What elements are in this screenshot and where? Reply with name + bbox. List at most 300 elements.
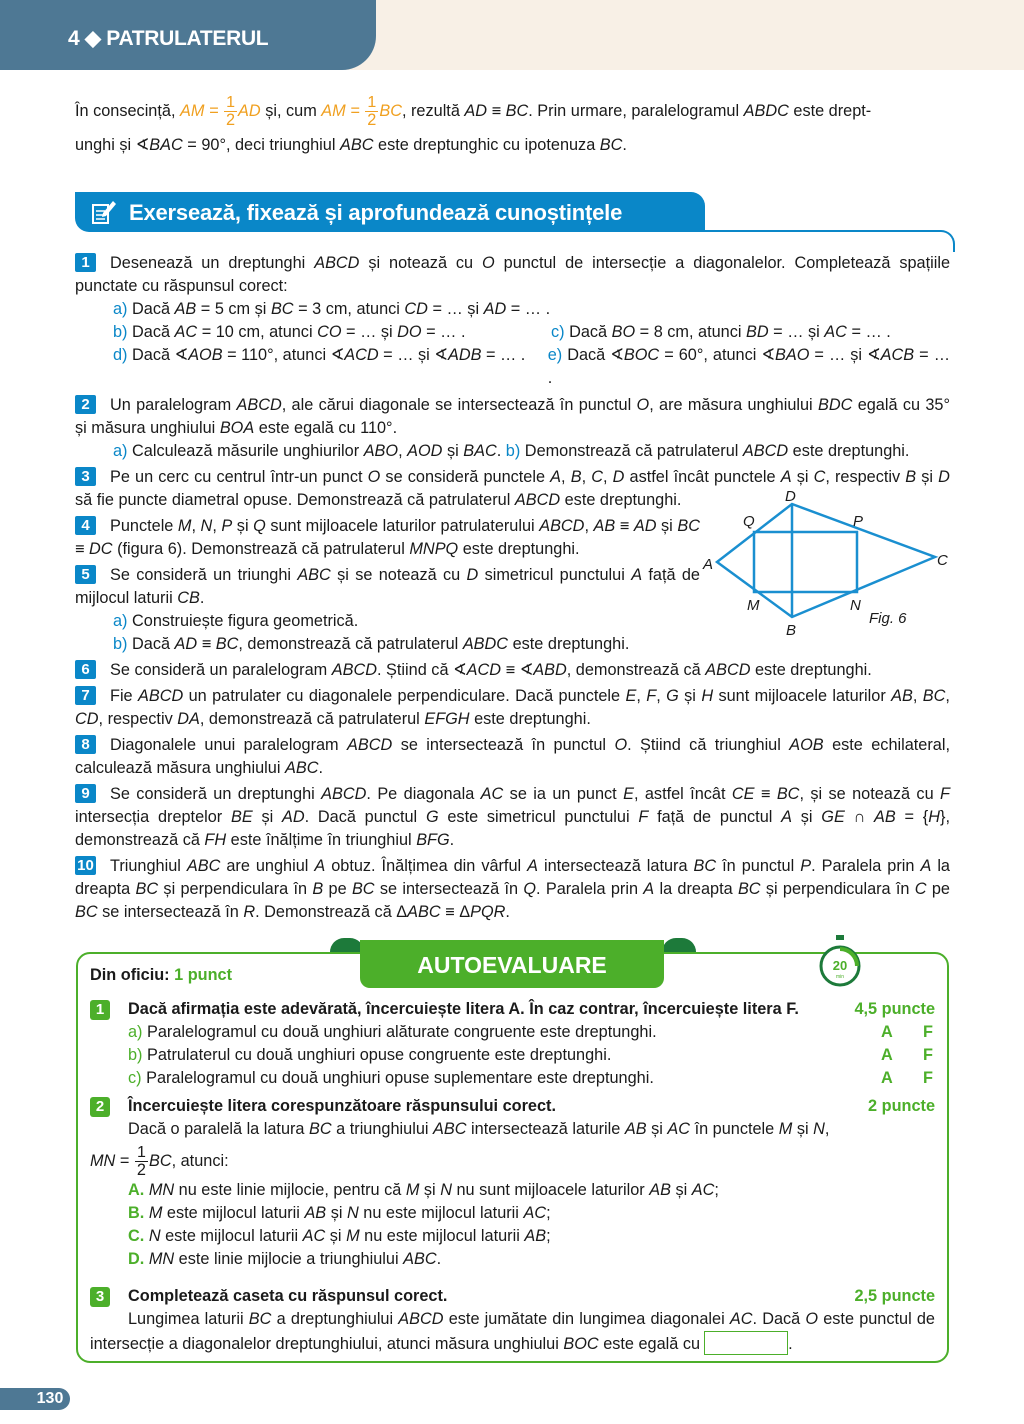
text-segment: intersecția dreptelor [75,808,231,826]
self-assessment-title: AUTOEVALUARE [417,952,607,978]
text-segment: este simetricul punctului [438,808,639,826]
option-true[interactable]: A [881,1069,893,1087]
option-true[interactable]: A [881,1046,893,1064]
text-segment: nu este mijlocul laturii [359,1227,525,1245]
text-segment: Dacă [127,635,175,653]
text-segment: . Știind că ∢ [377,661,467,679]
text-segment: este dreptunghi. [750,661,872,679]
math-symbol: N [346,1204,359,1222]
math-symbol: F [638,808,649,826]
subitem-a [75,610,700,633]
text-segment: și [791,468,814,486]
text-segment: astfel încât punctele [624,468,781,486]
math-symbol: ABCD [347,736,393,754]
math-symbol: ACD [344,346,379,364]
exercise-10 [75,855,950,924]
math-symbol: BC [505,102,529,120]
figure-6-kite [697,487,957,642]
text-segment: este echilateral, calculează măsura unghiului [75,736,950,777]
text-segment: Construiește figura geometrică. [127,612,359,630]
math-symbol: P [221,517,233,535]
question-title: Completează caseta cu răspunsul corect. [128,1287,448,1305]
math-symbol: AC [302,1227,326,1245]
section-border [700,230,955,252]
text-segment: nu sunt mijloacele laturilor [451,1181,650,1199]
subitem-b [113,321,551,344]
item-letter: c) [128,1069,142,1087]
math-symbol: C [914,880,927,898]
math-symbol: AC [729,1310,753,1328]
math-symbol: M [177,517,192,535]
math-symbol: AB [593,517,616,535]
question-1 [90,998,935,1090]
math-symbol: MN [148,1250,175,1268]
text-segment: = 10 cm, atunci [197,323,318,341]
text-segment: , astfel încât [633,785,732,803]
text-segment: obtuz. Înălțimea din vârful [325,857,528,875]
label: C. [128,1227,145,1245]
exercise-1 [75,252,950,390]
math-symbol: AB [874,808,896,826]
math-symbol: M [405,1181,420,1199]
math-symbol: A [643,880,655,898]
math-symbol: A [314,857,326,875]
math-symbol: BAC [463,442,497,460]
math-symbol: B [905,468,917,486]
item-text: Patrulaterul cu două unghiuri opuse congruente este dreptunghi. [142,1046,612,1064]
text-segment: este mijlocul laturii [160,1227,303,1245]
text-segment: Dacă ∢ [127,346,189,364]
math-symbol: ABCD [398,1310,444,1328]
math-symbol: ADB [447,346,482,364]
option-true[interactable]: A [881,1023,893,1041]
math-symbol: AOD [407,442,443,460]
text-segment: ≡ [487,102,506,120]
text-segment: Lungimea laturii [128,1310,249,1328]
math-symbol: O [482,254,495,272]
math-symbol: BC [215,635,239,653]
text-segment: = … și ∢ [809,346,881,364]
text-segment: este dreptunghi. [508,635,630,653]
exercise-number: 8 [75,735,96,754]
math-symbol: O [805,1310,819,1328]
text-segment: = 8 cm, atunci [635,323,747,341]
exercise-number: 4 [75,516,96,535]
text-segment: , [656,687,667,705]
text-segment: , [912,687,923,705]
oficiu-label: Din oficiu: [90,966,170,984]
text-segment: și [252,808,282,826]
rectangle-mnpq [754,532,857,592]
math-symbol: DC [89,540,113,558]
text-segment: Desenează un dreptunghi [110,254,315,272]
math-symbol: A [527,857,538,875]
text-segment: . [318,759,323,777]
math-symbol: D [466,566,479,584]
chapter-header [0,0,376,70]
math-symbol: H [701,687,714,705]
question-title: Încercuiește litera corespunzătoare răspunsului corect. [128,1097,556,1115]
text-segment: Se consideră un dreptunghi [110,785,322,803]
math-symbol: AB [649,1181,671,1199]
text-segment: sunt mijloacele laturilor patrulaterului [265,517,540,535]
intro-text [75,92,950,164]
true-false-item [90,1044,935,1067]
math-symbol: ABC [403,1250,437,1268]
text-segment: ≡ [197,635,216,653]
text-segment: , și se notează cu [799,785,941,803]
option-b[interactable] [128,1202,935,1225]
text-segment: , [191,517,201,535]
text-segment: și [326,1204,347,1222]
text-segment: să fie puncte diametral opuse. Demonstrează că patrulaterul [75,491,515,509]
math-symbol: AD [282,808,305,826]
text-segment: și [792,1120,814,1138]
question-points: 2 puncte [868,1097,935,1115]
text-segment: , atunci: [171,1152,229,1170]
math-symbol: BC [379,102,402,120]
text-segment: nu este linie mijlocie, pentru că [174,1181,406,1199]
intro-line [75,126,950,164]
text-segment: este jumătate din lungimea diagonalei [443,1310,730,1328]
text-segment: Calculează măsurile unghiurilor [127,442,364,460]
text-segment: unghi și ∢ [75,136,150,154]
option-false[interactable]: F [923,1023,933,1041]
math-symbol: BC [248,1310,272,1328]
exercise-number: 2 [75,395,96,414]
text-segment: este egală cu [598,1335,701,1353]
exercise-number: 5 [75,565,96,584]
text-segment: ≡ [754,785,777,803]
text-segment: față de mijlocul laturii [75,566,700,607]
text-segment: = 3 cm, atunci [293,300,405,318]
text-segment: ≡ Δ [440,903,471,921]
math-symbol: G [425,808,439,826]
math-symbol: ACB [880,346,915,364]
math-symbol: ABC [340,136,374,154]
math-symbol: ABD [533,661,567,679]
text-segment: și [670,1181,692,1199]
text-segment: , [561,468,571,486]
math-symbol: O [614,736,628,754]
text-segment: și perpendiculara în [760,880,915,898]
math-symbol: AD [633,517,657,535]
subitem-a [75,440,950,463]
text-segment: punctul de intersecție a diagonalelor. Completează spațiile punctate cu răspunsul corect: [75,254,950,295]
text-segment: și [232,517,254,535]
text-segment: . Paralela prin [536,880,644,898]
question-title: Dacă afirmația este adevărată, încercuiește litera A. În caz contrar, încercuiește litera F. [128,1000,799,1018]
text-segment: = [115,1152,134,1170]
text-segment: ≡ [75,540,90,558]
page-number: 130 [0,1388,70,1410]
math-symbol: C [591,468,603,486]
math-symbol: DA [177,710,200,728]
math-symbol: B [570,468,582,486]
text-segment: simetricul punctului [478,566,632,584]
text-segment: , [636,687,647,705]
text-segment: este mijlocul laturii [162,1204,305,1222]
text-segment: . [436,1250,442,1268]
text-segment: În consecință, [75,102,180,120]
text-segment: . [505,903,510,921]
fraction [135,1145,148,1178]
label: a) [113,442,128,460]
text-segment: . Paralela prin [811,857,921,875]
label: D. [128,1250,145,1268]
math-symbol: PQR [470,903,506,921]
text-segment: Dacă [127,323,175,341]
chapter-title: 4 ◆ PATRULATERUL [68,27,269,50]
tab-ear [662,938,696,952]
label-q: Q [743,513,755,530]
text-segment: . [622,136,627,154]
text-segment: la dreapta [654,880,738,898]
text-segment: = … și ∢ [378,346,448,364]
math-symbol: G [666,687,679,705]
subitem-c [551,321,891,344]
math-symbol: AC [174,323,198,341]
math-symbol: D [612,468,625,486]
math-symbol: ABCD [236,396,282,414]
text-segment: , rezultă [401,102,465,120]
text-segment: , respectiv [98,710,178,728]
text-segment: a dreptunghiului [271,1310,399,1328]
math-symbol: DO [397,323,422,341]
text-segment: = 60°, atunci ∢ [659,346,775,364]
end-period: . [788,1335,793,1353]
math-symbol: A [550,468,562,486]
math-symbol: ABC [297,566,331,584]
text-segment: , are măsura unghiului [649,396,818,414]
math-symbol: BO [611,323,636,341]
question-number: 1 [90,1000,110,1020]
text-segment: Triunghiul [110,857,187,875]
text-segment: . [199,589,205,607]
text-segment: . Dacă [752,1310,806,1328]
math-symbol: ABC [433,1120,467,1138]
text-segment: = 5 cm și [196,300,271,318]
question-text [90,1141,935,1181]
text-segment: în punctul [716,857,801,875]
text-segment: Se consideră un triunghi [110,566,298,584]
math-symbol: B [312,880,324,898]
text-segment: este dreptunghic cu ipotenuza [373,136,600,154]
section-title: Exersează, fixează și aprofundează cunoștințele [129,200,623,225]
text-segment: = 110°, atunci ∢ [222,346,345,364]
math-symbol: M [346,1227,360,1245]
text-segment: Fie [110,687,138,705]
exercise-number: 6 [75,660,96,679]
option-false[interactable]: F [923,1069,933,1087]
text-segment: . Știind că triunghiul [627,736,790,754]
option-a[interactable] [128,1179,935,1202]
text-segment: și [916,468,939,486]
option-false[interactable]: F [923,1046,933,1064]
math-symbol: F [940,785,950,803]
math-symbol: A [781,808,792,826]
text-segment: , [584,517,594,535]
text-segment: se intersectează în [374,880,524,898]
denominator: 2 [136,1161,146,1180]
math-symbol: EFGH [424,710,470,728]
text-segment: . [496,442,506,460]
math-symbol: BOC [623,346,660,364]
math-symbol: BAO [775,346,810,364]
text-segment: = … . [481,346,526,364]
text-segment: este dreptunghi. [458,540,580,558]
math-symbol: A [920,857,932,875]
text-segment: este drept- [788,102,872,120]
timer-unit: min [835,974,845,980]
exercise-number: 3 [75,467,96,486]
fraction [365,95,378,128]
figure-caption: Fig. 6 [869,610,907,627]
text-segment: , ale cărui diagonale se intersectează în punctul [281,396,637,414]
text-segment: și, cum [260,102,322,120]
tab-ear [330,938,364,952]
text-segment: . [449,831,455,849]
math-symbol: M [778,1120,793,1138]
text-segment: intersectează latura [538,857,694,875]
math-symbol: CD [75,710,99,728]
math-symbol: BC [693,857,717,875]
math-symbol: AB [174,300,197,318]
text-segment: și perpendiculara în [158,880,313,898]
item-text: Paralelogramul cu două unghiuri opuse suplementare este dreptunghi. [141,1069,654,1087]
text-segment: , [398,442,408,460]
math-symbol: ABCD [514,491,561,509]
text-segment: , demonstrează că [566,661,706,679]
math-symbol: BC [677,517,700,535]
text-segment: intersectează laturile [466,1120,625,1138]
math-symbol: BAC [149,136,183,154]
item-letter: b) [128,1046,143,1064]
math-symbol: AOB [188,346,223,364]
math-symbol: MNPQ [409,540,459,558]
text-segment: Dacă [127,300,175,318]
text-segment: Se consideră un paralelogram [110,661,332,679]
timer-value: 20 [832,958,848,973]
label: A. [128,1181,145,1199]
text-segment: . Pe diagonala [366,785,481,803]
math-symbol: BOA [219,419,255,437]
math-symbol: M [148,1204,163,1222]
text-segment: . Demonstrează că Δ [255,903,408,921]
text-segment: față de punctul [648,808,782,826]
math-symbol: GE [821,808,845,826]
math-symbol: Q [253,517,266,535]
text-segment: , [212,517,222,535]
text-segment: și [792,808,822,826]
math-symbol: AD [174,635,198,653]
math-symbol: BE [230,808,253,826]
question-number: 2 [90,1097,110,1117]
option-c[interactable] [128,1225,935,1248]
text-segment: , [945,687,950,705]
label: d) [113,346,128,364]
exercise-4 [75,515,700,561]
text-segment: este dreptunghi. [788,442,910,460]
text-segment: = 90°, deci triunghiul [182,136,340,154]
math-symbol: ACD [466,661,502,679]
math-symbol: BC [351,880,375,898]
text-segment: ; [546,1227,551,1245]
label-a: A [703,556,714,573]
text-segment: este punctul de intersecție a diagonalelor dreptunghiului, atunci măsura unghiului [90,1310,935,1353]
text-segment: = … și [427,300,484,318]
label: b) [505,442,521,460]
text-segment: și se notează cu [330,566,467,584]
math-symbol: BDC [817,396,853,414]
text-segment: sunt mijloacele laturilor [713,687,892,705]
text-segment: = … . [846,323,891,341]
item-letter: a) [128,1023,143,1041]
math-symbol: AC [667,1120,691,1138]
math-symbol: H [928,808,941,826]
math-symbol: AM = [180,102,223,120]
item-text: Paralelogramul cu două unghiuri alăturate congruente este dreptunghi. [142,1023,657,1041]
math-symbol: BFG [416,831,450,849]
subitem-b [75,633,700,656]
text-segment: Dacă [564,323,612,341]
text-segment: Demonstrează că patrulaterul [520,442,743,460]
math-symbol: F [646,687,657,705]
math-symbol: BD [746,323,769,341]
true-false-item [90,1067,935,1090]
oficiu-points: 1 punct [174,966,233,984]
text-segment: a triunghiului [331,1120,434,1138]
question-points: 2,5 puncte [854,1287,935,1305]
math-symbol: AB [524,1227,547,1245]
text-segment: = … și [768,323,825,341]
text-segment: }, demonstrează că [75,808,950,849]
text-segment: . Dacă punctul [304,808,426,826]
answer-box[interactable] [704,1331,788,1355]
math-symbol: AD [483,300,507,318]
text-segment: = … . [506,300,551,318]
math-symbol: AC [480,785,504,803]
text-segment: . Prin urmare, paralelogramul [528,102,744,120]
math-symbol: AD [238,102,261,120]
text-segment: Dacă o paralelă la latura [128,1120,310,1138]
exercise-7 [75,685,950,731]
math-symbol: CE [731,785,755,803]
math-symbol: N [148,1227,161,1245]
denominator: 2 [367,111,377,130]
exercise-6 [75,659,950,682]
text-segment: Diagonalele unui paralelogram [110,736,348,754]
text-segment: la dreapta [75,857,950,898]
math-symbol: CB [177,589,200,607]
math-symbol: ABC [186,857,221,875]
text-segment: egală cu 35° și măsura unghiului [75,396,950,437]
intro-line [75,92,950,130]
text-segment: ≡ ∢ [501,661,534,679]
math-symbol: CO [317,323,342,341]
section-header [75,192,705,232]
text-segment: este egală cu 110°. [254,419,398,437]
math-symbol: BC [922,687,946,705]
exercise-number: 10 [75,856,96,875]
math-symbol: AD [464,102,488,120]
math-symbol: R [243,903,256,921]
text-segment: (figura 6). Demonstrează că patrulaterul [112,540,410,558]
denominator: 2 [225,111,236,130]
question-2 [90,1095,935,1271]
text-segment: = … . [547,346,950,387]
option-d[interactable] [128,1248,935,1271]
